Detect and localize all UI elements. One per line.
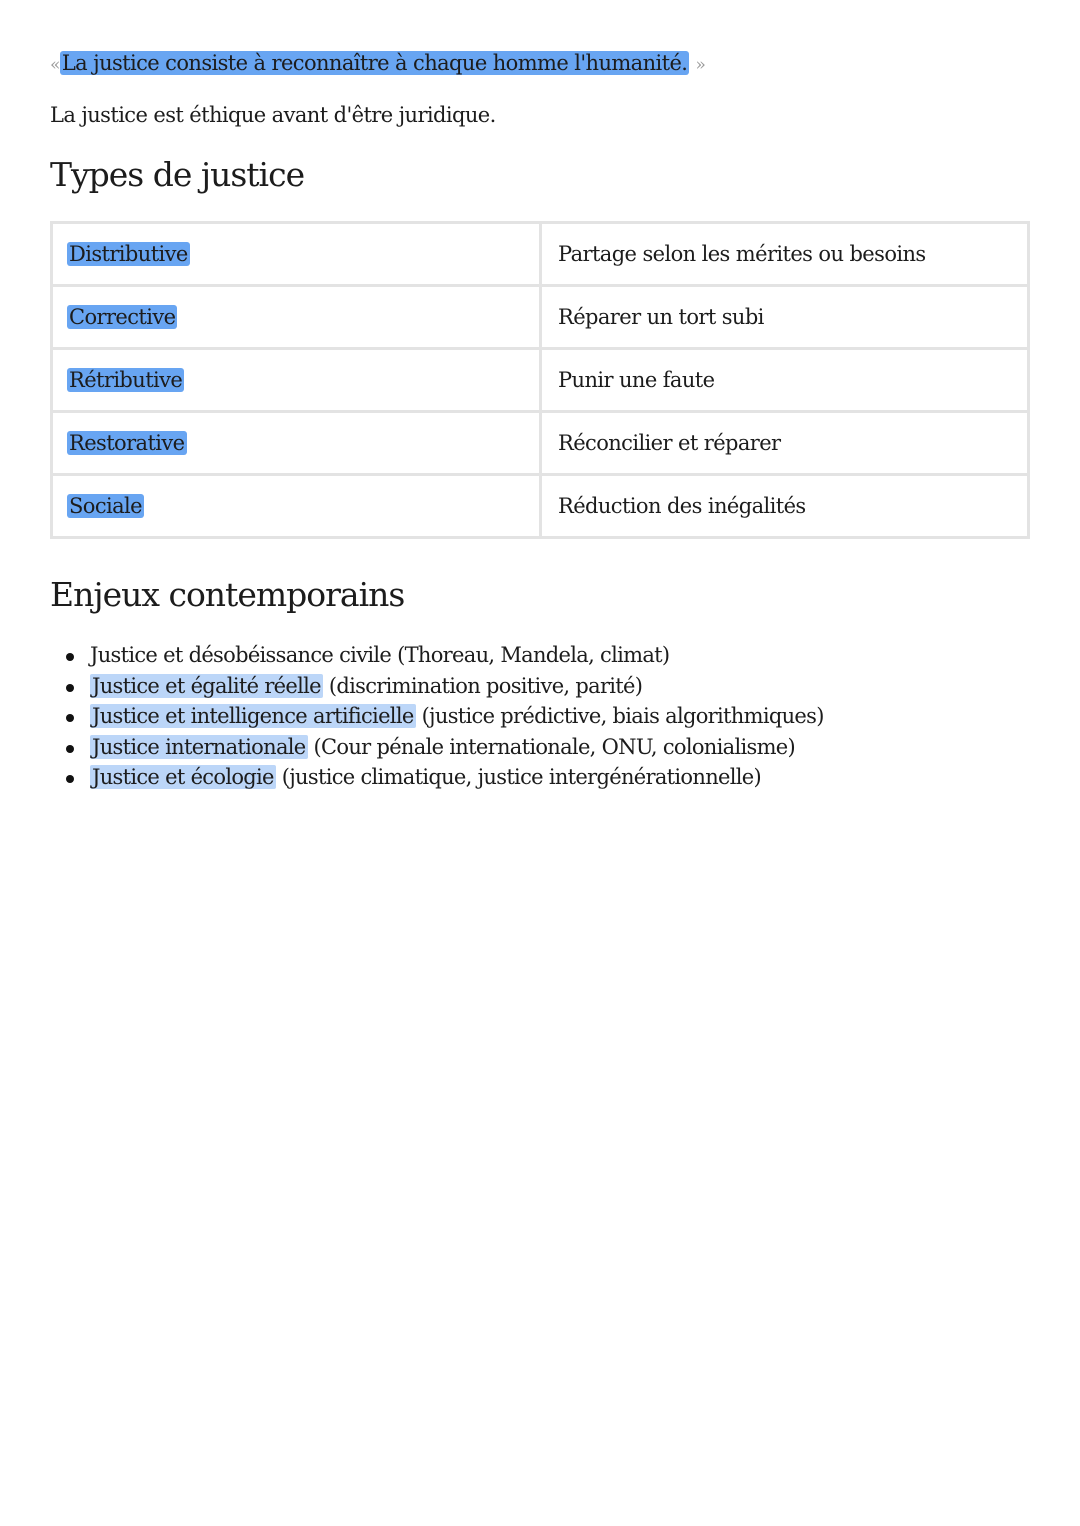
list-item: [50, 762, 824, 793]
list-item: [50, 732, 824, 763]
description-cell: Réconcilier et réparer: [541, 412, 1029, 475]
issues-list: [50, 640, 824, 793]
type-label: Corrective: [69, 305, 176, 329]
list-item: [50, 640, 824, 671]
table-row: [52, 412, 1029, 475]
type-label: Sociale: [69, 494, 142, 518]
issue-topic: Justice et écologie: [92, 765, 274, 789]
issue-topic: Justice internationale: [92, 734, 306, 759]
issue-detail: (discrimination positive, parité): [328, 673, 643, 698]
issue-topic: Justice et désobéissance civile: [90, 643, 392, 667]
type-label: Rétributive: [69, 368, 183, 392]
bullet-icon: [66, 775, 74, 783]
quote-open-mark: «: [50, 55, 60, 75]
types-section-title: Types de justice: [50, 155, 305, 194]
bullet-icon: [66, 714, 74, 722]
quote: [50, 48, 705, 80]
quote-close-mark: »: [695, 55, 706, 75]
type-cell: [52, 349, 541, 412]
type-cell: [52, 223, 541, 286]
statement: La justice est éthique avant d'être juridique.: [50, 103, 496, 127]
description-cell: Réparer un tort subi: [541, 286, 1029, 349]
table-row: [52, 349, 1029, 412]
table-row: [52, 223, 1029, 286]
bullet-icon: [66, 684, 74, 692]
type-label: Restorative: [69, 431, 185, 455]
table-row: [52, 475, 1029, 538]
issue-detail: (justice prédictive, biais algorithmiques): [421, 704, 824, 728]
description-cell: Réduction des inégalités: [541, 475, 1029, 538]
bullet-icon: [66, 653, 74, 661]
type-cell: [52, 412, 541, 475]
issues-section-title: Enjeux contemporains: [50, 575, 405, 614]
issue-detail: (Thoreau, Mandela, climat): [397, 643, 670, 667]
issue-detail: (justice climatique, justice intergénérationnelle): [281, 765, 761, 789]
issue-detail: (Cour pénale internationale, ONU, colonialisme): [313, 734, 796, 759]
quote-text: La justice consiste à reconnaître à chaque homme l'humanité.: [61, 51, 688, 75]
list-item: [50, 671, 824, 702]
type-cell: [52, 286, 541, 349]
issue-topic: Justice et égalité réelle: [92, 673, 321, 698]
type-cell: [52, 475, 541, 538]
description-cell: Partage selon les mérites ou besoins: [541, 223, 1029, 286]
type-label: Distributive: [69, 242, 188, 266]
bullet-icon: [66, 745, 74, 753]
table-row: [52, 286, 1029, 349]
types-table: [50, 221, 1030, 539]
issue-topic: Justice et intelligence artificielle: [92, 704, 414, 728]
description-cell: Punir une faute: [541, 349, 1029, 412]
list-item: [50, 701, 824, 732]
